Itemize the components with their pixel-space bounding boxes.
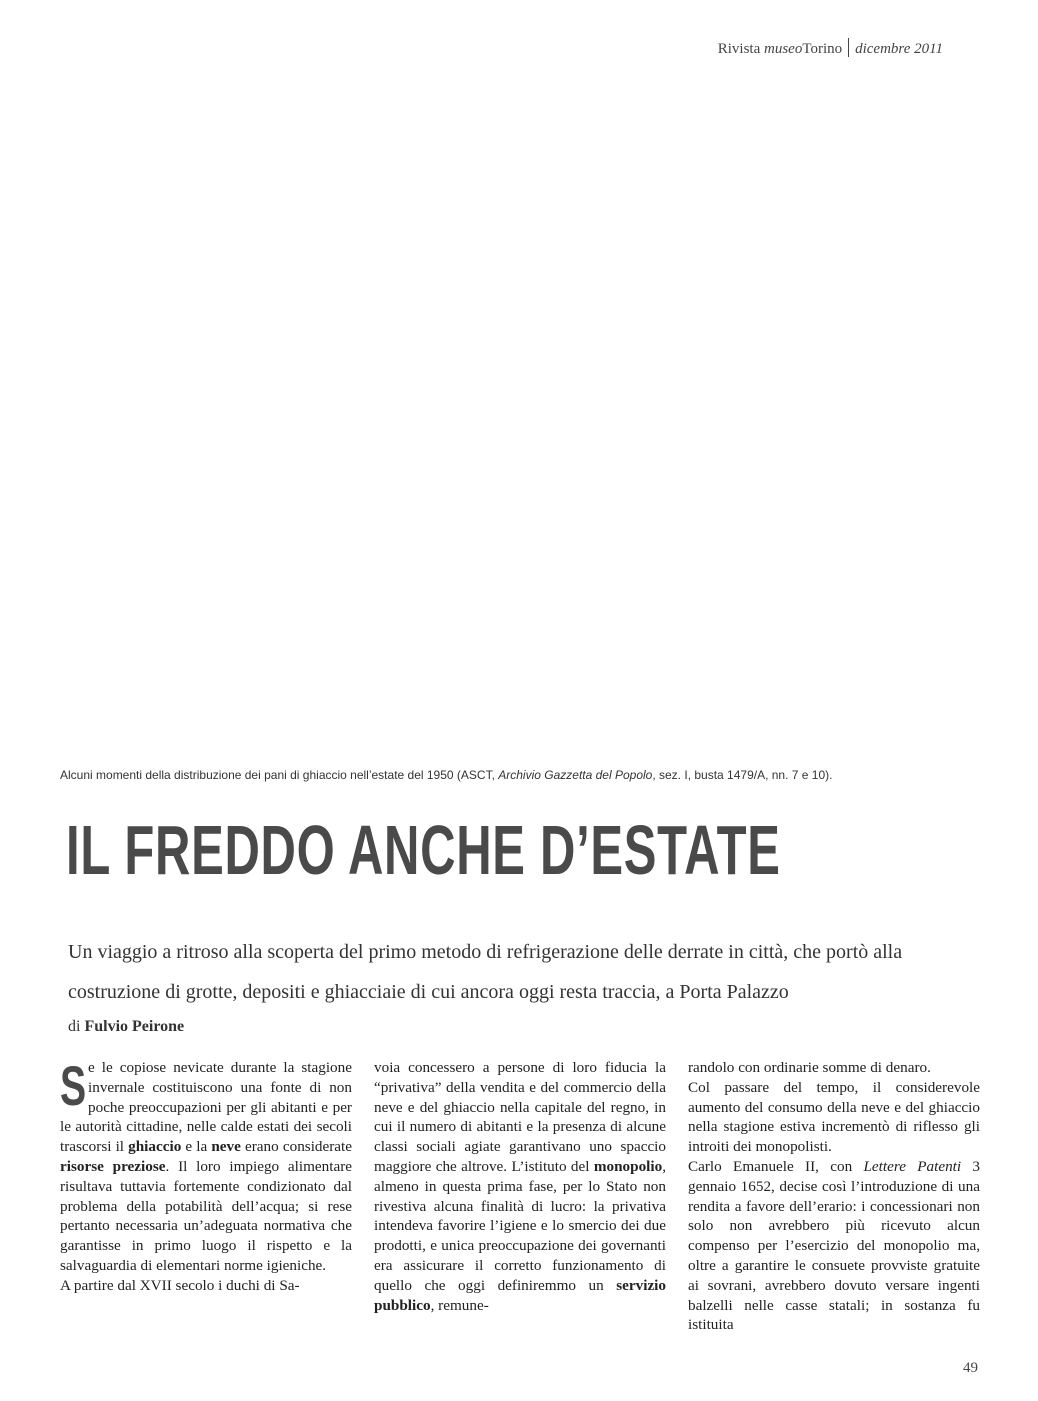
paragraph bbox=[374, 1058, 666, 1315]
running-header bbox=[718, 38, 943, 58]
body-column-2 bbox=[374, 1058, 666, 1348]
text-run: . Il loro impiego alimentare risultava tuttavia fortemente condizionato dal problema della potabilità dell’acqua; si rese pertanto necessaria un’adeguata normativa che garantisse in primo luogo il rispetto e la salvaguardia di elementari norme igieniche. bbox=[60, 1157, 353, 1274]
bold-term: neve bbox=[211, 1138, 241, 1156]
bold-term: risorse preziose bbox=[60, 1157, 166, 1175]
text-run: , almeno in questa prima fase, per lo Stato non rivestiva alcuna finalità di lucro: la privativa intendeva favorire l’igiene e lo smercio dei due prodotti, e unica preoccupazione dei governanti era assicurare il corretto funzionamento di quello che oggi definiremmo un bbox=[374, 1157, 666, 1294]
drop-cap: S bbox=[60, 1054, 87, 1117]
photo-area bbox=[60, 70, 960, 760]
caption-part2: , sez. I, busta 1479/A, nn. 7 e 10). bbox=[652, 768, 833, 782]
text-run: 3 gennaio 1652, decise così l’introduzione di una rendita a favore dell’erario: i concessionari non solo non avrebbero più ricevuto alcun compenso per l’esercizio del monopolio ma, oltre a garantire le consuete provviste gratuite ai sovrani, avrebbero dovuto versare ingenti balzelli nelle casse statali; in sostanza fu istituita bbox=[688, 1157, 980, 1334]
byline-author: Fulvio Peirone bbox=[84, 1018, 185, 1035]
paragraph: randolo con ordinarie somme di denaro. bbox=[688, 1059, 931, 1076]
paragraph bbox=[688, 1157, 980, 1335]
text-run: e la bbox=[181, 1138, 212, 1156]
caption-part1: Alcuni momenti della distribuzione dei pani di ghiaccio nell’estate del 1950 (ASCT, bbox=[60, 768, 499, 782]
text-run: , remune- bbox=[430, 1296, 489, 1314]
text-run: voia concessero a persone di loro fiducia la “privativa” della vendita e del commercio della neve e del ghiaccio nella capitale del regno, in cui il numero di abitanti e la presenza di alcune classi sociali agiate garantivano uno spaccio maggiore che altrove. L’istituto del bbox=[374, 1059, 666, 1175]
header-issue: dicembre 2011 bbox=[855, 41, 943, 57]
bold-term: monopolio bbox=[593, 1157, 663, 1175]
bold-term: ghiaccio bbox=[128, 1138, 182, 1156]
article-subtitle: Un viaggio a ritroso alla scoperta del primo metodo di refrigerazione delle derrate in città, che portò alla costruzione di grotte, depositi e ghiacciaie di cui ancora oggi resta traccia, a Porta Palazzo bbox=[68, 941, 903, 1003]
text-run: Carlo Emanuele II, con bbox=[688, 1157, 864, 1175]
photo-caption bbox=[60, 768, 980, 782]
header-torino: Torino bbox=[802, 41, 843, 57]
paragraph: A partire dal XVII secolo i duchi di Sa- bbox=[60, 1276, 300, 1294]
header-museo: museo bbox=[764, 41, 803, 57]
article-title: IL FREDDO ANCHE D’ESTATE bbox=[66, 811, 781, 889]
byline bbox=[68, 1018, 184, 1036]
bold-term: servizio pubblico bbox=[374, 1276, 666, 1314]
body-column-1 bbox=[60, 1054, 353, 1348]
header-separator bbox=[848, 38, 849, 57]
article-body bbox=[60, 1054, 980, 1348]
caption-italic: Archivio Gazzetta del Popolo bbox=[498, 768, 653, 782]
text-run: e le copiose nevicate durante la stagione invernale costituiscono una fonte di non poche preoccupazioni per gli abitanti e per le autorità cittadine, nelle calde estati dei secoli trascorsi il bbox=[60, 1059, 352, 1156]
paragraph: Col passare del tempo, il considerevole aumento del consumo della neve e del ghiaccio nella stagione estiva incrementò di riflesso gli introiti dei monopolisti. bbox=[688, 1078, 980, 1156]
text-run: erano considerate bbox=[240, 1138, 353, 1156]
paragraph bbox=[60, 1054, 353, 1276]
page-number: 49 bbox=[963, 1360, 978, 1376]
byline-prefix: di bbox=[68, 1018, 85, 1035]
italic-term: Lettere Patenti bbox=[863, 1157, 962, 1175]
header-prefix: Rivista bbox=[717, 41, 764, 57]
body-column-3 bbox=[688, 1058, 980, 1348]
